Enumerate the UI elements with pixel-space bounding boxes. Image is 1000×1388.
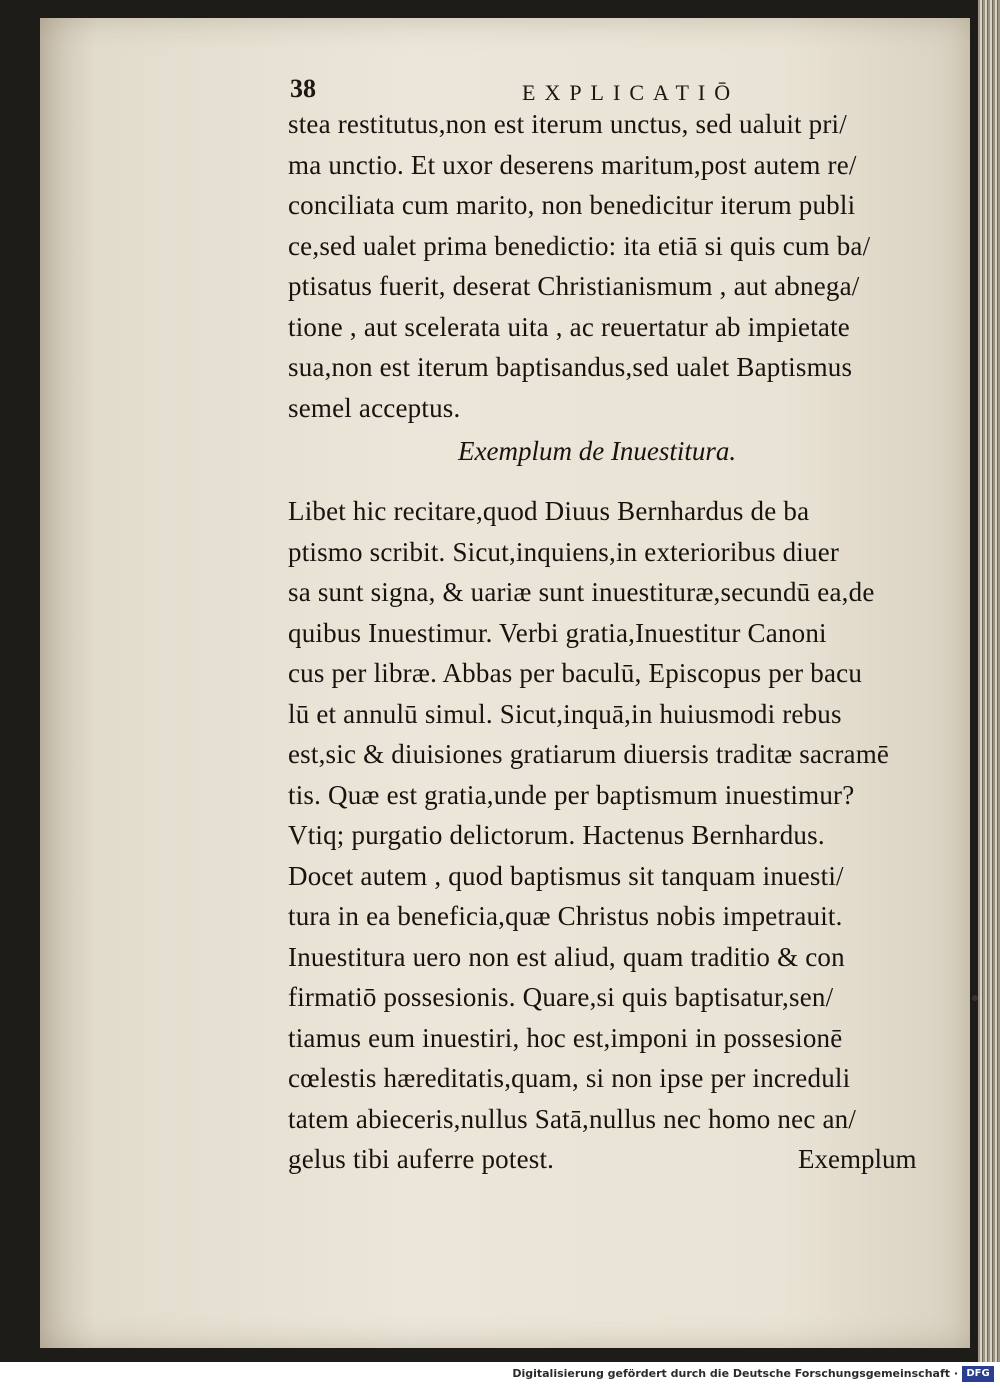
running-title: EXPLICATIŌ	[522, 80, 740, 105]
body-text-top	[288, 104, 968, 428]
text-line: tis. Quæ est gratia,unde per baptismum inuestimur?	[288, 779, 855, 810]
dfg-logo[interactable]: DFG	[962, 1366, 994, 1382]
text-line: cus per libræ. Abbas per baculū, Episcopus per bacu	[288, 658, 863, 688]
text-line: semel acceptus.	[288, 392, 461, 423]
text-line: ma unctio. Et uxor deserens maritum,post autem re/	[288, 149, 857, 180]
page-edge-strip	[978, 0, 1000, 1362]
text-line: Inuestitura uero non est aliud, quam traditio & con	[288, 941, 845, 972]
text-line: stea restitutus,non est iterum unctus, sed ualuit pri/	[288, 109, 847, 139]
text-line: tione , aut scelerata uita , ac reuertatur ab impietate	[288, 311, 850, 342]
text-line: sua,non est iterum baptisandus,sed ualet Baptismus	[288, 352, 853, 382]
text-line: tura in ea beneficia,quæ Christus nobis impetrauit.	[288, 901, 843, 931]
text-line: lū et annulū simul. Sicut,inquā,in huiusmodi rebus	[288, 698, 842, 729]
body-text-main	[288, 491, 968, 1180]
text-line: ptisatus fuerit, deserat Christianismum , aut abnega/	[288, 271, 860, 301]
text-line: cœlestis hæreditatis,quam, si non ipse per increduli	[288, 1063, 851, 1093]
text-line: firmatiō possesionis. Quare,si quis baptisatur,sen/	[288, 982, 834, 1012]
text-line: Vtiq; purgatio delictorum. Hactenus Bernhardus.	[288, 820, 825, 850]
funding-credit: Digitalisierung gefördert durch die Deutsche Forschungsgemeinschaft ·	[512, 1367, 958, 1380]
catchword: Exemplum	[798, 1144, 917, 1174]
text-line: est,sic & diuisiones gratiarum diuersis traditæ sacramē	[288, 739, 890, 769]
text-line: gelus tibi auferre potest.	[288, 1144, 555, 1174]
text-line: conciliata cum marito, non benedicitur iterum publi	[288, 190, 856, 220]
footer	[0, 1362, 1000, 1388]
page-number: 38	[290, 74, 316, 103]
ink-spot	[972, 995, 978, 1001]
text-line: tiamus eum inuestiri, hoc est,imponi in possesionē	[288, 1022, 843, 1053]
text-line: ptismo scribit. Sicut,inquiens,in exterioribus diuer	[288, 536, 840, 567]
text-line: Libet hic recitare,quod Diuus Bernhardus de ba	[288, 496, 810, 526]
section-heading: Exemplum de Inuestitura.	[458, 436, 737, 466]
text-line: sa sunt signa, & uariæ sunt inuestituræ,secundū ea,de	[288, 577, 875, 607]
text-line: tatem abieceris,nullus Satā,nullus nec homo nec an/	[288, 1103, 857, 1134]
text-line: Docet autem , quod baptismus sit tanquam inuesti/	[288, 860, 844, 891]
text-line: ce,sed ualet prima benedictio: ita etiā si quis cum ba/	[288, 230, 871, 261]
text-line: quibus Inuestimur. Verbi gratia,Inuestitur Canoni	[288, 617, 827, 648]
